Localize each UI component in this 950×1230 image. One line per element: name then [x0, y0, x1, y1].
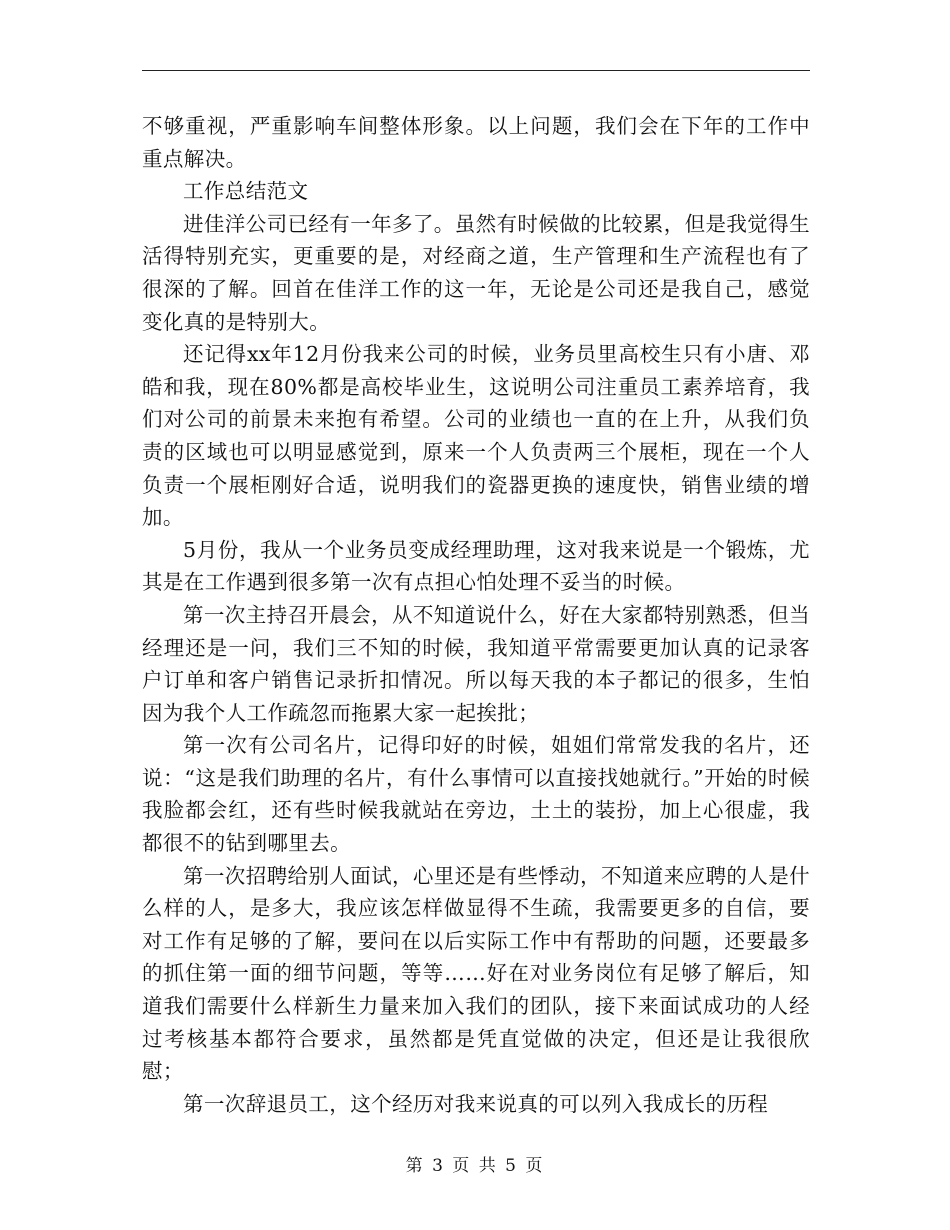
paragraph: 还记得xx年12月份我来公司的时候，业务员里高校生只有小唐、邓皓和我，现在80%都是高校毕业生，这说明公司注重员工素养培育，我们对公司的前景未来抱有希望。公司的业绩也一直的在上升，从我们负责的区域也可以明显感觉到，原来一个人负责两三个展柜，现在一个人负责一个展柜刚好合适，说明我们的瓷器更换的速度快，销售业绩的增加。 [142, 342, 810, 530]
section-heading: 工作总结范文 [183, 179, 309, 204]
paragraph: 第一次主持召开晨会，从不知道说什么，好在大家都特别熟悉，但当经理还是一问，我们三不知的时候，我知道平常需要更加认真的记录客户订单和客户销售记录折扣情况。所以每天我的本子都记的很多，生怕因为我个人工作疏忽而拖累大家一起挨批； [142, 602, 810, 725]
paragraph: 进佳洋公司已经有一年多了。虽然有时候做的比较累，但是我觉得生活得特别充实，更重要的是，对经商之道，生产管理和生产流程也有了很深的了解。回首在佳洋工作的这一年，无论是公司还是我自己，感觉变化真的是特别大。 [142, 211, 810, 334]
document-body [142, 110, 810, 1120]
paragraph: 第一次有公司名片，记得印好的时候，姐姐们常常发我的名片，还说：“这是我们助理的名片，有什么事情可以直接找她就行。”开始的时候我脸都会红，还有些时候我就站在旁边，土土的装扮，加上心很虚，我都很不的钻到哪里去。 [142, 733, 810, 856]
paragraph: 第一次辞退员工，这个经历对我来说真的可以列入我成长的历程 [183, 1091, 769, 1116]
paragraph: 第一次招聘给别人面试，心里还是有些悸动，不知道来应聘的人是什么样的人，是多大，我应该怎样做显得不生疏，我需要更多的自信，要对工作有足够的了解，要问在以后实际工作中有帮助的问题，还要最多的抓住第一面的细节问题，等等……好在对业务岗位有足够了解后，知道我们需要什么样新生力量来加入我们的团队，接下来面试成功的人经过考核基本都符合要求，虽然都是凭直觉做的决定，但还是让我很欣慰； [142, 863, 810, 1084]
header-rule [142, 70, 810, 71]
paragraph: 5月份，我从一个业务员变成经理助理，这对我来说是一个锻炼，尤其是在工作遇到很多第一次有点担心怕处理不妥当的时候。 [142, 537, 810, 595]
paragraph-continuation: 不够重视，严重影响车间整体形象。以上问题，我们会在下年的工作中重点解决。 [142, 114, 810, 171]
page-footer: 第 3 页 共 5 页 [405, 1156, 545, 1176]
